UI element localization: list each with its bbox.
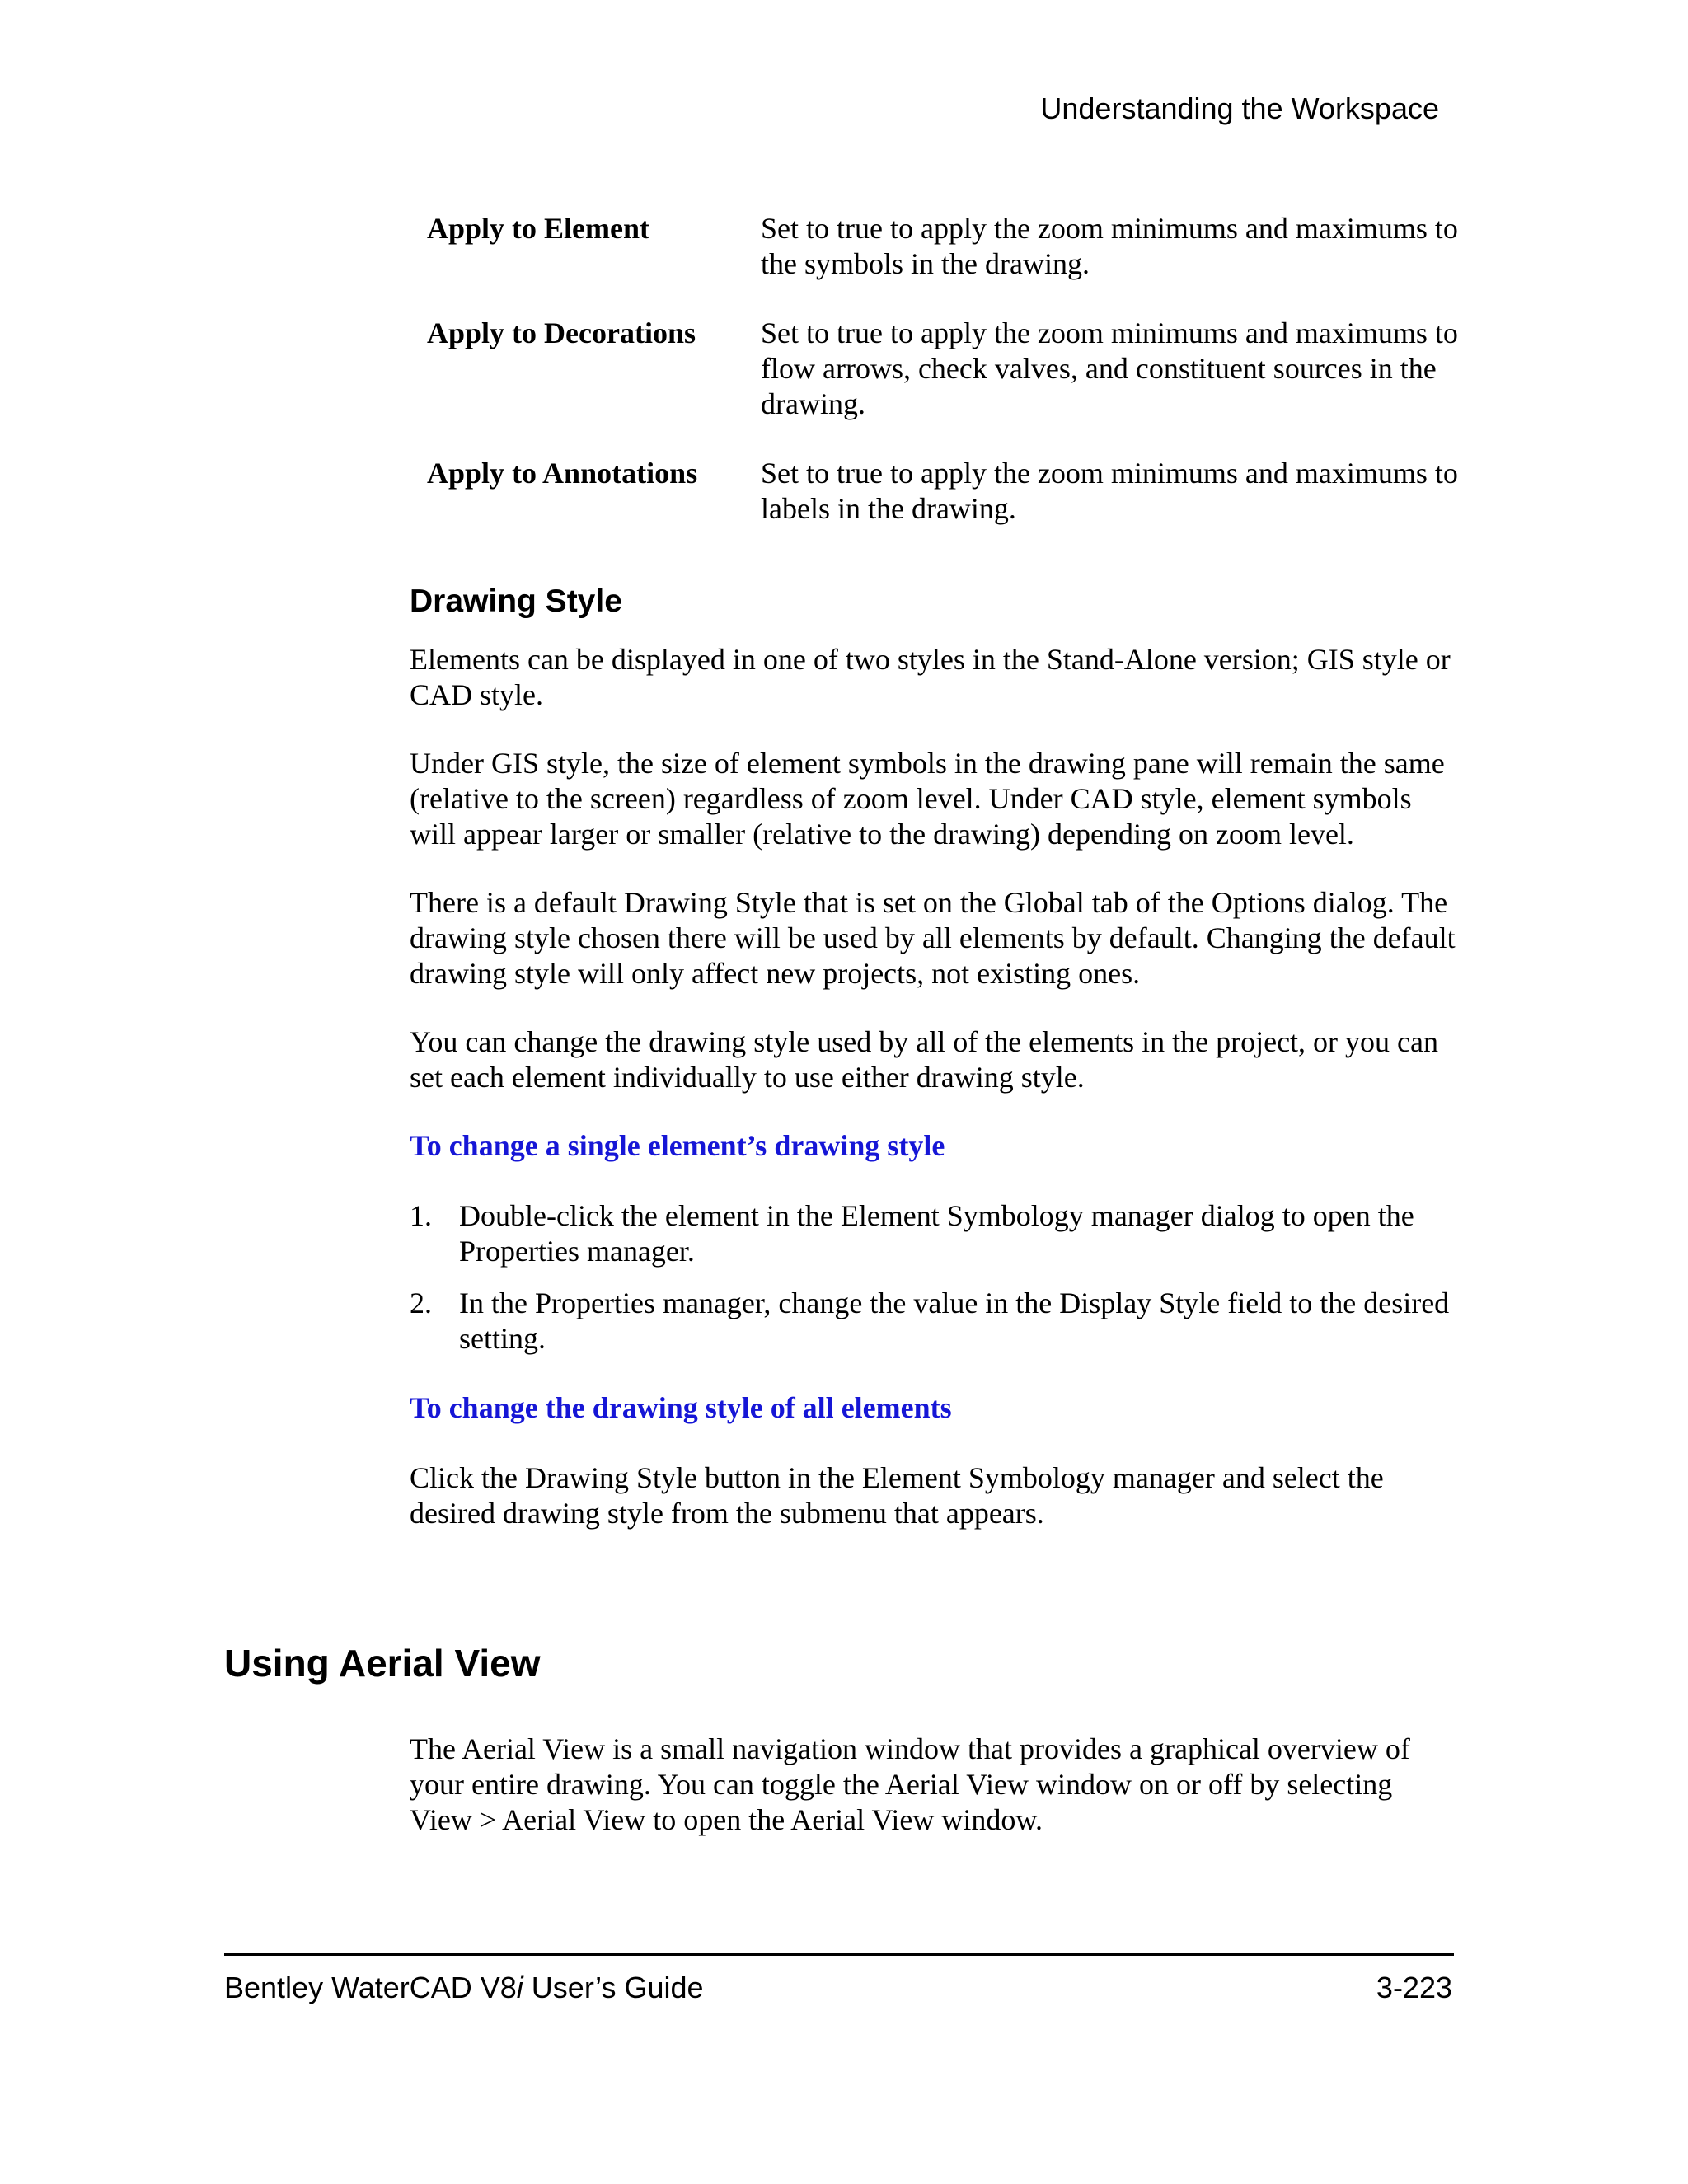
footer-guide-title [224,1969,704,2007]
procedure-steps [410,1198,1456,1357]
step-text: In the Properties manager, change the value in the Display Style field to the desired setting. [459,1286,1450,1355]
aerial-view-paragraph: The Aerial View is a small navigation window that provides a graphical overview of your entire drawing. You can toggle the Aerial View window on or off by selecting View > Aerial View to open the Aerial View window. [410,1732,1410,1836]
aerial-view-section [410,1732,1456,1871]
drawing-style-heading: Drawing Style [410,583,622,619]
drawing-style-section [410,581,1456,1564]
definition-description: Set to true to apply the zoom minimums and maximums to labels in the drawing. [761,457,1458,525]
page-number: 3-223 [1376,1971,1452,2004]
procedure-heading-all: To change the drawing style of all elements [410,1391,952,1424]
body-paragraph: There is a default Drawing Style that is set on the Global tab of the Options dialog. The drawing style chosen there will be used by all elements by default. Changing the default drawing style will only affect new projects, not existing ones. [410,886,1456,990]
body-paragraph: Elements can be displayed in one of two styles in the Stand-Alone version; GIS style or CAD style. [410,643,1451,711]
definition-row [427,456,1465,527]
footer-guide-italic: i [516,1971,523,2004]
procedure-step [410,1198,1456,1269]
definition-row [427,316,1465,422]
aerial-view-heading: Using Aerial View [224,1642,541,1685]
procedure-all-text: Click the Drawing Style button in the Element Symbology manager and select the desired drawing style from the submenu that appears. [410,1461,1384,1530]
definition-table [427,211,1465,560]
step-number: 2. [410,1286,432,1319]
footer-guide-suffix: User’s Guide [523,1971,704,2004]
footer-guide-prefix: Bentley WaterCAD V8 [224,1971,517,2004]
step-text: Double-click the element in the Element Symbology manager dialog to open the Properties manager. [459,1199,1414,1268]
body-paragraph: You can change the drawing style used by all of the elements in the project, or you can set each element individually to use either drawing style. [410,1025,1438,1094]
definition-row [427,211,1465,282]
body-paragraph: Under GIS style, the size of element symbols in the drawing pane will remain the same (relative to the screen) regardless of zoom level. Under CAD style, element symbols will appear larger or smaller (relative to the drawing) depending on zoom level. [410,747,1445,851]
footer-divider [224,1953,1454,1956]
step-number: 1. [410,1199,432,1232]
definition-term: Apply to Element [427,212,649,245]
definition-term: Apply to Decorations [427,316,696,349]
procedure-heading-single: To change a single element’s drawing style [410,1129,945,1162]
definition-description: Set to true to apply the zoom minimums and maximums to flow arrows, check valves, and constituent sources in the drawing. [761,316,1458,420]
running-header: Understanding the Workspace [1040,91,1439,125]
procedure-step [410,1286,1456,1357]
definition-term: Apply to Annotations [427,457,698,490]
definition-description: Set to true to apply the zoom minimums and maximums to the symbols in the drawing. [761,212,1458,280]
